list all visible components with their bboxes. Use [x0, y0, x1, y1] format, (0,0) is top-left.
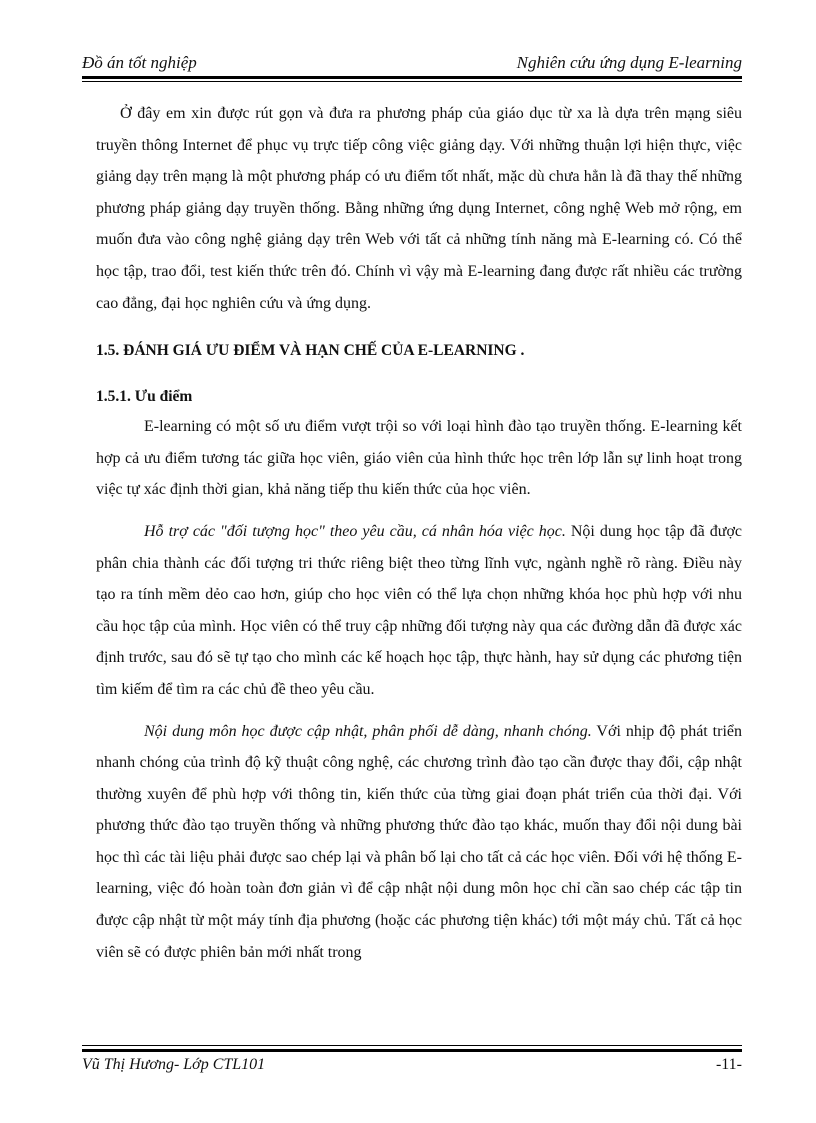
- advantages-intro-paragraph: E-learning có một số ưu điểm vượt trội so với loại hình đào tạo truyền thống. E-learning kết hợp cả ưu điểm tương tác giữa học viên, giáo viên của hình thức học trên lớp lẫn sự linh hoạt trong việc tự xác định thời gian, khả năng tiếp thu kiến thức của học viên.: [96, 418, 742, 499]
- point1-title: Hỗ trợ các "đối tượng học" theo yêu cầu, cá nhân hóa việc học.: [144, 522, 566, 540]
- page-footer: [82, 1054, 742, 1080]
- header-document-type: Đồ án tốt nghiệp: [82, 53, 197, 72]
- section-heading: 1.5. ĐÁNH GIÁ ƯU ĐIỂM VÀ HẠN CHẾ CỦA E-LEARNING .: [96, 342, 525, 360]
- page-number: -11-: [715, 1056, 742, 1073]
- point1-text: Nội dung học tập đã được phân chia thành các đối tượng tri thức riêng biệt theo từng lĩnh vực, ngành nghề rõ ràng. Điều này tạo ra tính mềm dẻo cao hơn, giúp cho học viên có thể lựa chọn những khóa học phù hợp với nhu cầu học tập của mình. Học viên có thể truy cập những đối tượng này qua các đường dẫn đã được xác định trước, sau đó sẽ tự tạo cho mình các kế hoạch học tập, thực hành, hay sử dụng các phương tiện tìm kiếm để tìm ra các chủ đề theo yêu cầu.: [96, 522, 743, 698]
- footer-rule-thin: [82, 1045, 742, 1046]
- point2-text: Với nhịp độ phát triển nhanh chóng của trình độ kỹ thuật công nghệ, các chương trình đào tạo cần được thay đổi, cập nhật thường xuyên để phù hợp với thông tin, kiến thức của từng giai đoạn phát triển của thời đại. Với phương thức đào tạo truyền thống và những phương thức đào tạo khác, muốn thay đổi nội dung bài học thì các tài liệu phải được sao chép lại và phân bố lại cho tất cả các học viên. Đối với hệ thống E-learning, việc đó hoàn toàn đơn giản vì để cập nhật nội dung môn học chỉ cần sao chép các tập tin được cập nhật từ một máy tính địa phương (hoặc các phương tiện khác) tới một máy chủ. Tất cả học viên sẽ có được phiên bản mới nhất trong: [96, 722, 743, 961]
- header-rule-thin: [82, 81, 742, 82]
- page-content: [96, 98, 742, 968]
- footer-author: Vũ Thị Hương- Lớp CTL101: [82, 1056, 266, 1073]
- point1-paragraph: [96, 516, 742, 706]
- point2-title: Nội dung môn học được cập nhật, phân phối dễ dàng, nhanh chóng.: [144, 722, 592, 740]
- subsection-heading: 1.5.1. Ưu điểm: [96, 388, 193, 406]
- header-rule-thick: [82, 76, 742, 79]
- point2-paragraph: [96, 716, 742, 969]
- header-document-title: Nghiên cứu ứng dụng E-learning: [516, 53, 742, 72]
- intro-paragraph: Ở đây em xin được rút gọn và đưa ra phương pháp của giáo dục từ xa là dựa trên mạng siêu truyền thông Internet để phục vụ trực tiếp công việc giảng dạy. Với những thuận lợi hiện thực, việc giảng dạy trên mạng là một phương pháp có ưu điểm tốt nhất, mặc dù chưa hẳn là đã thay thế những phương pháp giảng dạy truyền thống. Bằng những ứng dụng Internet, công nghệ Web mở rộng, em muốn đưa vào công nghệ giảng dạy trên Web với tất cả những tính năng mà E-learning có. Có thể học tập, trao đổi, test kiến thức trên đó. Chính vì vậy mà E-learning đang được rất nhiều các trường cao đẳng, đại học nghiên cứu và ứng dụng.: [96, 105, 742, 312]
- page-header: [82, 50, 742, 76]
- footer-rule-thick: [82, 1049, 742, 1052]
